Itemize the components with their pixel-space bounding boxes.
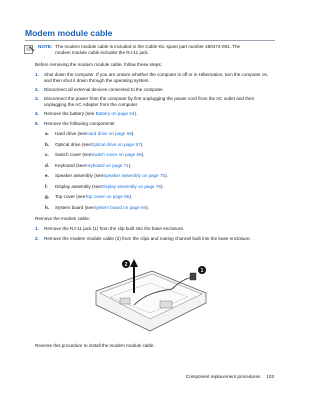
intro-text: Before removing the modem module cable, follow these steps:	[35, 62, 162, 67]
component-text: ).	[165, 173, 168, 178]
title-divider	[25, 40, 275, 41]
component-letter: d.	[45, 162, 50, 168]
step-text: Shut down the computer. If you are unsure whether the computer is off or in Hibernation, turn the computer on, and then shut it down through the operating system.	[44, 72, 269, 83]
component-link[interactable]: System board on page 94	[93, 204, 147, 210]
prep-step-5	[35, 121, 272, 127]
component-item	[45, 142, 143, 148]
component-letter: a.	[45, 131, 49, 136]
component-text: ).	[129, 194, 133, 199]
step-text: Disconnect the power from the computer by first unplugging the power cord from the AC outlet and then unplugging the AC Adapter from the computer.	[44, 96, 255, 107]
component-letter: g.	[45, 194, 50, 199]
callout-number: 2	[124, 261, 128, 268]
note-label: NOTE:	[38, 44, 53, 49]
note-icon	[24, 45, 35, 54]
step-number: 1.	[35, 226, 39, 231]
remove-step-2	[35, 236, 272, 242]
reverse-text: Reverse this procedure to install the modem module cable.	[35, 343, 155, 348]
component-text: ).	[140, 141, 144, 147]
component-text: System board (see	[55, 204, 94, 210]
component-text: Top cover (see	[55, 194, 86, 199]
component-item	[45, 152, 144, 158]
page-footer	[186, 374, 274, 379]
component-item	[45, 184, 164, 190]
prep-step-3	[35, 96, 272, 107]
step-text: Disconnect all external devices connected to the computer.	[44, 87, 164, 92]
component-letter: c.	[45, 152, 49, 157]
step-number: 1.	[35, 72, 39, 77]
callout-number: 1	[200, 267, 204, 274]
remove-intro: Remove the modem cable:	[35, 216, 90, 221]
component-letter: e.	[45, 173, 49, 178]
step-text: Remove the RJ-11 jack (1) from the clip built into the base enclosure.	[44, 226, 185, 231]
note-text: The modem module cable is included in the Cable Kit, spare part number 480474-001. The modem module cable includes the RJ-11 jack.	[55, 44, 241, 55]
component-text: ).	[146, 204, 149, 210]
step-number: 2.	[35, 236, 39, 241]
modem-cable-illustration	[90, 253, 210, 335]
component-text: ).	[141, 152, 145, 157]
component-text: ).	[128, 162, 132, 168]
footer-section: Component replacement procedures	[185, 374, 261, 379]
step-number: 4.	[35, 111, 39, 116]
step-text-part: Remove the battery (see	[44, 111, 96, 116]
prep-step-4	[35, 111, 272, 117]
step-number: 2.	[35, 87, 39, 92]
component-link[interactable]: Display assembly on page 76	[100, 183, 161, 189]
component-letter: b.	[45, 141, 50, 147]
component-link[interactable]: Hard drive on page 59	[86, 131, 132, 136]
step-number: 3.	[35, 96, 39, 101]
component-item	[45, 131, 135, 137]
component-link[interactable]: Top cover on page 85	[85, 194, 130, 199]
component-link[interactable]: Keyboard on page 71	[84, 162, 129, 168]
step-text: Remove the following components:	[44, 121, 116, 126]
step-text	[44, 111, 272, 117]
component-link[interactable]: Switch cover on page 69	[91, 152, 142, 157]
component-text: Speaker assembly (see	[55, 173, 104, 178]
battery-link[interactable]: Battery on page 54	[95, 111, 135, 116]
component-letter: f.	[45, 183, 48, 189]
step-text: Remove the modem module cable (2) from the clips and routing channel built into the base enclosure.	[44, 236, 251, 241]
component-text: ).	[160, 183, 164, 189]
component-link[interactable]: Speaker assembly on page 75	[103, 173, 166, 178]
component-item	[45, 194, 132, 200]
component-item	[45, 163, 132, 169]
component-text: Switch cover (see	[55, 152, 92, 157]
note-box	[24, 44, 276, 55]
component-text: Hard drive (see	[55, 131, 87, 136]
step-text-part: ).	[134, 111, 138, 116]
section-title: Modem module cable	[25, 28, 113, 38]
page-number: 103	[266, 374, 274, 379]
component-item	[45, 205, 149, 211]
component-text: Keyboard (see	[55, 162, 85, 168]
component-link[interactable]: Optical drive on page 57	[90, 141, 141, 147]
remove-step-1	[35, 226, 272, 232]
component-text: Display assembly (see	[55, 183, 101, 189]
step-number: 5.	[35, 121, 39, 126]
component-item	[45, 173, 168, 179]
prep-step-1	[35, 72, 272, 83]
component-text: Optical drive (see	[55, 141, 91, 147]
component-text: ).	[131, 131, 135, 136]
prep-step-2	[35, 87, 272, 93]
component-letter: h.	[45, 204, 50, 210]
